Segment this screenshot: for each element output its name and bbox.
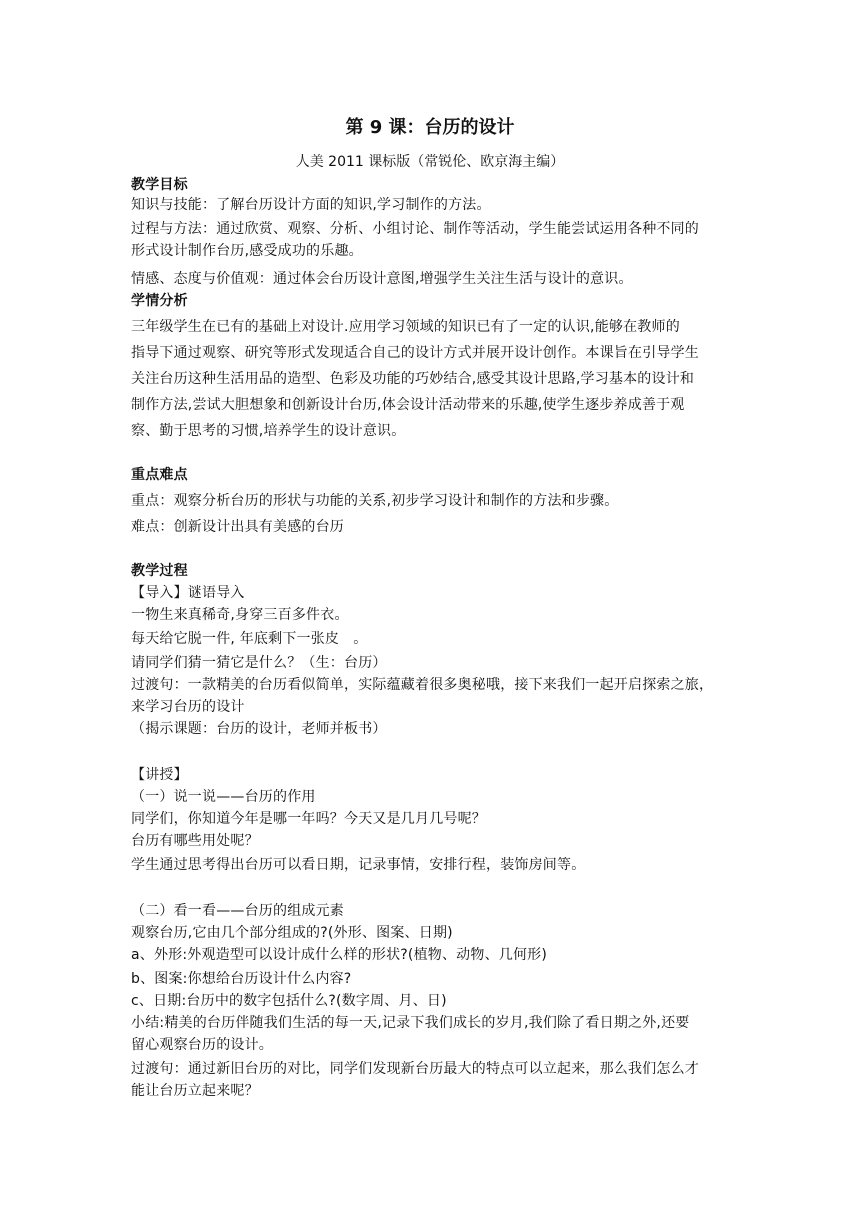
section-heading-analysis: 学情分析 xyxy=(131,293,188,309)
keypoint-key: 重点：观察分析台历的形状与功能的关系,初步学习设计和制作的方法和步骤。 xyxy=(131,493,619,509)
analysis-line: 关注台历这种生活用品的造型、色彩及功能的巧妙结合,感受其设计思路,学习基本的设计和 xyxy=(131,371,695,387)
process-riddle-line-1: 一物生来真稀奇,身穿三百多件衣。 xyxy=(131,607,349,623)
process-part2-item-a: a、外形:外观造型可以设计成什么样的形状?(植物、动物、几何形) xyxy=(131,947,548,963)
analysis-line: 三年级学生在已有的基础上对设计.应用学习领域的知识已有了一定的认识,能够在教师的 xyxy=(131,319,680,335)
analysis-line: 指导下通过观察、研究等形式发现适合自己的设计方式并展开设计创作。本课旨在引导学生 xyxy=(131,345,699,361)
section-heading-goals: 教学目标 xyxy=(131,177,188,193)
process-transition-2b: 能让台历立起来呢？ xyxy=(131,1083,259,1099)
section-heading-keypoints: 重点难点 xyxy=(131,467,188,483)
keypoint-difficult: 难点：创新设计出具有美感的台历 xyxy=(131,519,344,535)
process-part2-question: 观察台历,它由几个部分组成的?(外形、图案、日期) xyxy=(131,925,453,941)
process-transition-2a: 过渡句：通过新旧台历的对比，同学们发现新台历最大的特点可以立起来，那么我们怎么才 xyxy=(131,1061,699,1077)
page-title: 第 9 课：台历的设计 xyxy=(345,117,515,138)
analysis-line: 制作方法,尝试大胆想象和创新设计台历,体会设计活动带来的乐趣,使学生逐步养成善于观 xyxy=(131,397,685,413)
section-heading-process: 教学过程 xyxy=(131,563,188,579)
process-part2-title: （二）看一看——台历的组成元素 xyxy=(131,903,344,919)
process-transition-1a: 过渡句：一款精美的台历看似简单，实际蕴藏着很多奥秘哦，接下来我们一起开启探索之旅， xyxy=(131,677,714,693)
process-part1-answer: 学生通过思考得出台历可以看日期，记录事情，安排行程，装饰房间等。 xyxy=(131,857,586,873)
goal-process-line-1: 过程与方法：通过欣赏、观察、分析、小组讨论、制作等活动，学生能尝试运用各种不同的 xyxy=(131,221,699,237)
goal-emotion: 情感、态度与价值观：通过体会台历设计意图,增强学生关注生活与设计的意识。 xyxy=(131,271,633,287)
process-part1-question-2: 台历有哪些用处呢？ xyxy=(131,833,259,849)
goal-process-line-2: 形式设计制作台历,感受成功的乐趣。 xyxy=(131,243,363,259)
page-subtitle: 人美 2011 课标版（常锐伦、欧京海主编） xyxy=(295,154,565,170)
process-part1-question-1: 同学们，你知道今年是哪一年吗？今天又是几月几号呢？ xyxy=(131,811,486,827)
process-summary-line-2: 留心观察台历的设计。 xyxy=(131,1037,273,1053)
process-part2-item-c: c、日期:台历中的数字包括什么?(数字周、月、日) xyxy=(131,993,447,1009)
process-summary-line-1: 小结:精美的台历伴随我们生活的每一天,记录下我们成长的岁月,我们除了看日期之外,还要 xyxy=(131,1015,690,1031)
process-transition-1b: 来学习台历的设计 xyxy=(131,699,245,715)
process-part2-item-b: b、图案:你想给台历设计什么内容? xyxy=(131,971,352,987)
analysis-line: 察、勤于思考的习惯,培养学生的设计意识。 xyxy=(131,423,406,439)
process-guess: 请同学们猜一猜它是什么？（生：台历） xyxy=(131,655,387,671)
goal-knowledge: 知识与技能：了解台历设计方面的知识,学习制作的方法。 xyxy=(131,197,491,213)
process-riddle-line-2: 每天给它脱一件, 年底剩下一张皮 。 xyxy=(131,631,368,647)
process-teach-label: 【讲授】 xyxy=(131,767,188,783)
process-reveal: （揭示课题：台历的设计，老师并板书） xyxy=(131,721,387,737)
process-intro-label: 【导入】谜语导入 xyxy=(131,585,245,601)
process-part1-title: （一）说一说——台历的作用 xyxy=(131,789,316,805)
